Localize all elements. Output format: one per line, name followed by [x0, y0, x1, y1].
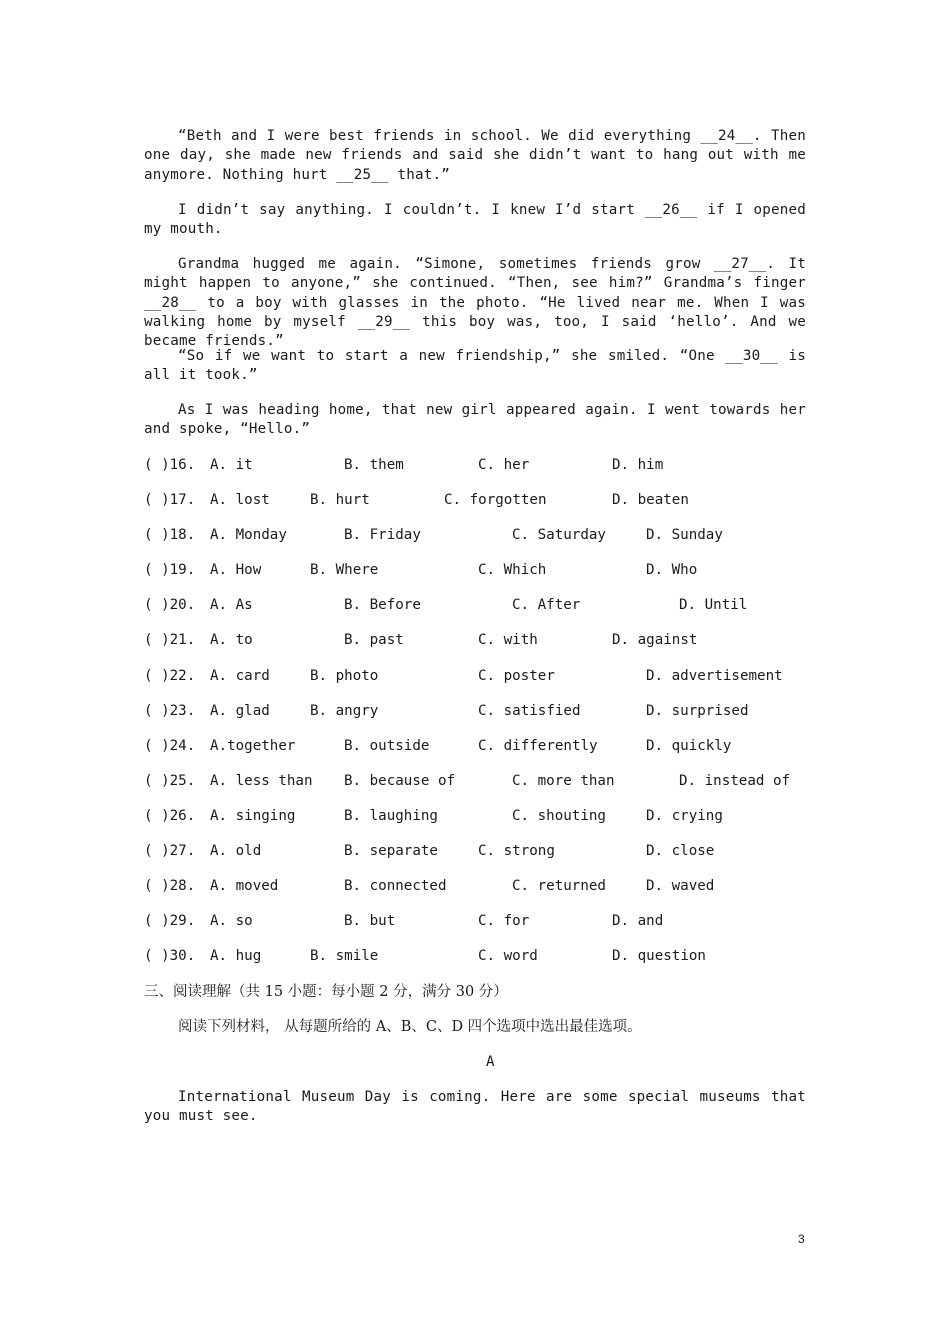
option-d: D. instead of — [679, 773, 791, 789]
option-c: C. Saturday — [512, 527, 606, 543]
question-number: ( )17. — [144, 492, 196, 508]
option-a: A. old — [210, 843, 262, 859]
option-c: C. After — [512, 597, 581, 613]
question-20 — [144, 595, 806, 615]
option-a: A. hug — [210, 948, 262, 964]
option-b: B. Friday — [344, 527, 421, 543]
option-d: D. surprised — [646, 703, 749, 719]
option-d: D. Who — [646, 562, 698, 578]
question-number: ( )23. — [144, 703, 196, 719]
question-28 — [144, 876, 806, 896]
option-a: A. glad — [210, 703, 270, 719]
question-16 — [144, 455, 806, 475]
passage-paragraph-3: Grandma hugged me again. “Simone, sometimes friends grow __27__. It might happen to anyone,” she continued. “Then, see him?” Grandma’s finger __28__ to a boy with glasses in the photo. “He lived near me. When I was walking home by myself __29__ this boy was, too, I said ‘hello’. And we became friends.” — [144, 256, 806, 350]
question-29 — [144, 911, 806, 931]
option-b: B. them — [344, 457, 404, 473]
option-b: B. smile — [310, 948, 379, 964]
question-number: ( )28. — [144, 878, 196, 894]
question-number: ( )27. — [144, 843, 196, 859]
option-b: B. laughing — [344, 808, 438, 824]
passage-paragraph-5: As I was heading home, that new girl appeared again. I went towards her and spoke, “Hello.” — [144, 402, 806, 438]
passage-paragraph-2: I didn’t say anything. I couldn’t. I knew I’d start __26__ if I opened my mouth. — [144, 202, 806, 238]
option-a: A. it — [210, 457, 253, 473]
option-d: D. close — [646, 843, 715, 859]
question-26 — [144, 806, 806, 826]
passage-paragraph-1: “Beth and I were best friends in school. We did everything __24__. Then one day, she made new friends and said she didn’t want to hang out with me anymore. Nothing hurt __25__ that.” — [144, 128, 806, 183]
option-b: B. but — [344, 913, 396, 929]
option-d: D. waved — [646, 878, 715, 894]
option-c: C. satisfied — [478, 703, 581, 719]
option-d: D. question — [612, 948, 706, 964]
question-number: ( )25. — [144, 773, 196, 789]
option-c: C. word — [478, 948, 538, 964]
option-c: C. her — [478, 457, 530, 473]
option-d: D. Until — [679, 597, 748, 613]
question-25 — [144, 771, 806, 791]
option-c: C. with — [478, 632, 538, 648]
option-d: D. him — [612, 457, 664, 473]
reading-intro: International Museum Day is coming. Here are some special museums that you must see. — [144, 1089, 806, 1125]
option-b: B. because of — [344, 773, 456, 789]
option-d: D. and — [612, 913, 664, 929]
option-a: A. As — [210, 597, 253, 613]
option-a: A. How — [210, 562, 262, 578]
option-b: B. outside — [344, 738, 430, 754]
option-c: C. strong — [478, 843, 555, 859]
question-21 — [144, 630, 806, 650]
option-c: C. for — [478, 913, 530, 929]
option-d: D. advertisement — [646, 668, 783, 684]
question-number: ( )26. — [144, 808, 196, 824]
section-heading: 三、阅读理解（共 15 小题：每小题 2 分，满分 30 分） — [144, 984, 508, 1000]
question-19 — [144, 560, 806, 580]
option-d: D. beaten — [612, 492, 689, 508]
question-number: ( )24. — [144, 738, 196, 754]
option-a: A.together — [210, 738, 296, 754]
option-d: D. crying — [646, 808, 723, 824]
option-d: D. against — [612, 632, 698, 648]
option-b: B. Where — [310, 562, 379, 578]
option-a: A. singing — [210, 808, 296, 824]
option-d: D. Sunday — [646, 527, 723, 543]
option-c: C. poster — [478, 668, 555, 684]
option-b: B. past — [344, 632, 404, 648]
question-number: ( )30. — [144, 948, 196, 964]
option-b: B. connected — [344, 878, 447, 894]
question-number: ( )21. — [144, 632, 196, 648]
option-a: A. lost — [210, 492, 270, 508]
question-number: ( )18. — [144, 527, 196, 543]
part-label: A — [486, 1054, 495, 1070]
option-c: C. differently — [478, 738, 598, 754]
passage-paragraph-4: “So if we want to start a new friendship,” she smiled. “One __30__ is all it took.” — [144, 348, 806, 384]
question-number: ( )19. — [144, 562, 196, 578]
option-b: B. hurt — [310, 492, 370, 508]
option-c: C. Which — [478, 562, 547, 578]
question-23 — [144, 701, 806, 721]
option-a: A. moved — [210, 878, 279, 894]
option-a: A. less than — [210, 773, 313, 789]
question-30 — [144, 946, 806, 966]
question-number: ( )22. — [144, 668, 196, 684]
question-17 — [144, 490, 806, 510]
question-22 — [144, 666, 806, 686]
option-c: C. shouting — [512, 808, 606, 824]
option-a: A. to — [210, 632, 253, 648]
option-c: C. returned — [512, 878, 606, 894]
option-b: B. photo — [310, 668, 379, 684]
option-b: B. angry — [310, 703, 379, 719]
option-a: A. Monday — [210, 527, 287, 543]
option-b: B. Before — [344, 597, 421, 613]
question-24 — [144, 736, 806, 756]
page-number: 3 — [798, 1232, 805, 1246]
option-c: C. forgotten — [444, 492, 547, 508]
question-number: ( )29. — [144, 913, 196, 929]
option-a: A. card — [210, 668, 270, 684]
option-d: D. quickly — [646, 738, 732, 754]
question-27 — [144, 841, 806, 861]
option-a: A. so — [210, 913, 253, 929]
option-b: B. separate — [344, 843, 438, 859]
section-instruction: 阅读下列材料， 从每题所给的 A、B、C、D 四个选项中选出最佳选项。 — [178, 1019, 642, 1035]
question-18 — [144, 525, 806, 545]
option-c: C. more than — [512, 773, 615, 789]
question-number: ( )16. — [144, 457, 196, 473]
question-number: ( )20. — [144, 597, 196, 613]
